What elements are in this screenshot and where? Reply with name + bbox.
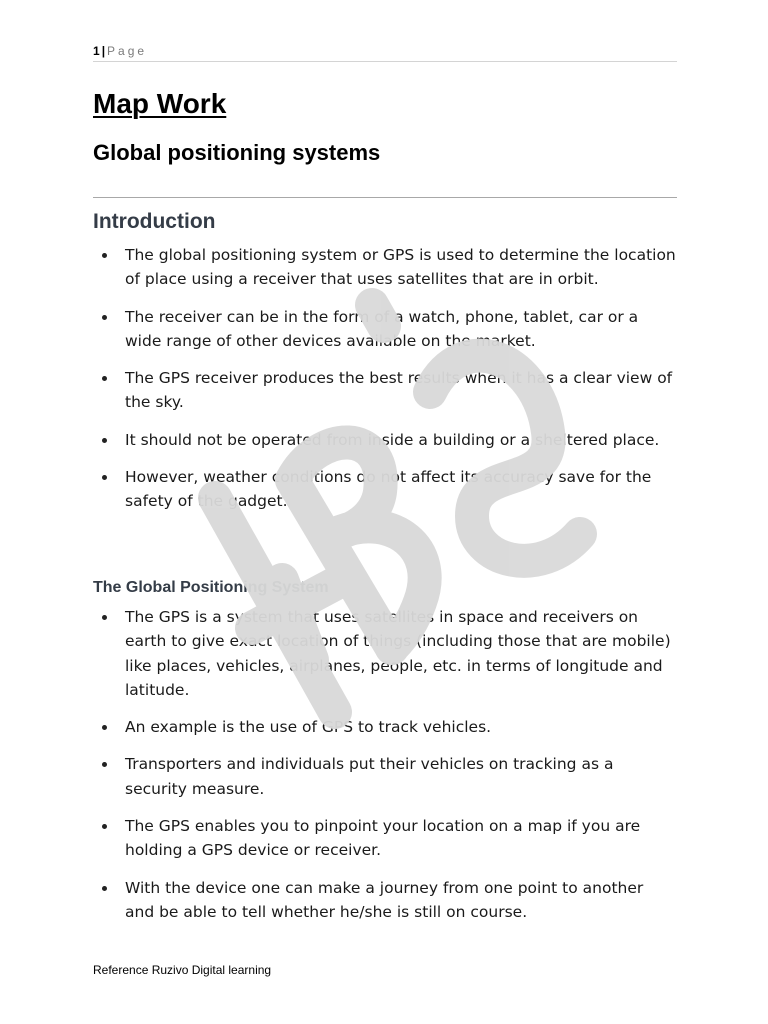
- list-item-text: The receiver can be in the form of a watch, phone, tablet, car or a wide range of other devices available on the market.: [125, 307, 639, 350]
- list-item: [93, 465, 677, 514]
- bullet-icon: [102, 725, 107, 730]
- bullet-icon: [102, 824, 107, 829]
- introduction-list: [93, 243, 677, 514]
- list-item-text: An example is the use of GPS to track vehicles.: [125, 718, 492, 737]
- page-number: 1: [93, 44, 100, 58]
- bullet-icon: [102, 438, 107, 443]
- page-footer: Reference Ruzivo Digital learning: [93, 963, 272, 977]
- list-item-text: However, weather conditions do not affect its accuracy save for the safety of the gadget.: [125, 468, 652, 511]
- bullet-icon: [102, 762, 107, 767]
- bullet-icon: [102, 376, 107, 381]
- list-item-text: Transporters and individuals put their vehicles on tracking as a security measure.: [125, 755, 614, 798]
- list-item: [93, 605, 677, 702]
- list-item: [93, 814, 677, 863]
- header-separator: |: [101, 44, 106, 58]
- list-item: [93, 752, 677, 801]
- introduction-heading: Introduction: [93, 210, 216, 233]
- gps-section-list: [93, 605, 677, 924]
- list-item: [93, 243, 677, 292]
- list-item-text: It should not be operated from inside a building or a sheltered place.: [125, 430, 660, 449]
- bullet-icon: [102, 615, 107, 620]
- list-item: [93, 305, 677, 354]
- document-subtitle: Global positioning systems: [93, 140, 381, 165]
- list-item-text: The GPS is a system that uses satellites in space and receivers on earth to give exact location of things (including those that are mobile) like places, vehicles, airplanes, people, etc. in terms of longitude and latitude.: [125, 608, 671, 699]
- list-item: [93, 428, 677, 452]
- page-label: Page: [107, 44, 148, 58]
- document-title: Map Work: [93, 88, 227, 119]
- page-header: [93, 44, 677, 62]
- list-item-text: The global positioning system or GPS is used to determine the location of place using a receiver that uses satellites that are in orbit.: [125, 246, 676, 289]
- bullet-icon: [102, 315, 107, 320]
- list-item-text: The GPS enables you to pinpoint your location on a map if you are holding a GPS device or receiver.: [125, 817, 641, 860]
- list-item-text: The GPS receiver produces the best results when it has a clear view of the sky.: [125, 369, 673, 412]
- horizontal-rule: [93, 197, 677, 198]
- list-item: [93, 366, 677, 415]
- bullet-icon: [102, 475, 107, 480]
- bullet-icon: [102, 886, 107, 891]
- gps-section-heading: The Global Positioning System: [93, 579, 329, 596]
- bullet-icon: [102, 253, 107, 258]
- list-item: [93, 876, 677, 925]
- list-item: [93, 715, 677, 739]
- list-item-text: With the device one can make a journey from one point to another and be able to tell whether he/she is still on course.: [125, 878, 644, 921]
